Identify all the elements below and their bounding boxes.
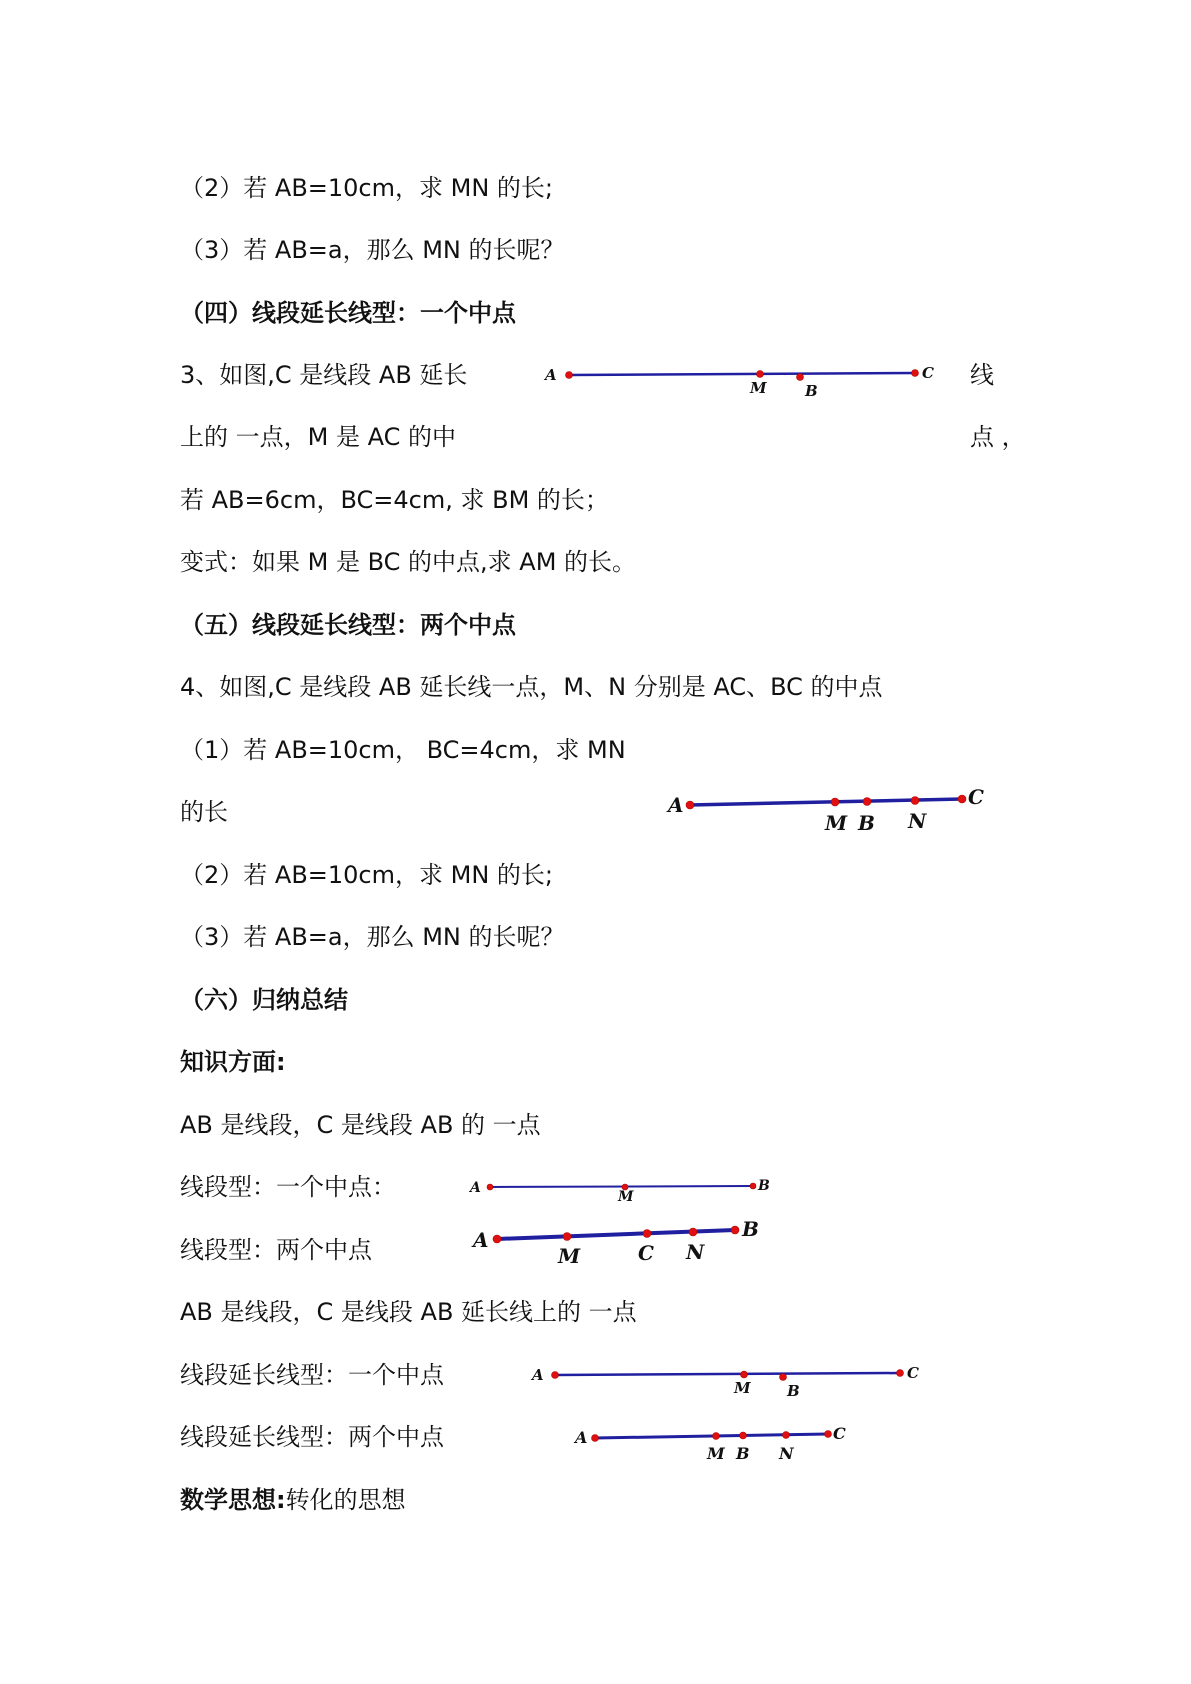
problem-3-line-1: 3、如图,C 是线段 AB 延长 [180,361,468,389]
label-m: M [558,1244,581,1268]
label-n: N [779,1444,794,1463]
problem-3-line-2: 上的 一点，M 是 AC 的中 [180,423,456,451]
knowledge-heading: 知识方面: [180,1048,286,1076]
label-c: C [968,785,984,809]
point-b [780,1374,787,1381]
figure-summary-1 [465,1175,785,1205]
point-c [912,370,919,377]
point-a [487,1184,493,1190]
point-b [731,1226,739,1234]
label-n: N [686,1240,705,1264]
problem-4-question-1-cont: 的长 [180,798,228,826]
point-m [831,798,839,806]
point-n [783,1432,790,1439]
label-n: N [908,809,927,833]
problem-4-question-2: （2）若 AB=10cm，求 MN 的长; [180,861,554,889]
point-m [741,1371,748,1378]
label-a: A [545,366,557,384]
label-m: M [618,1189,634,1205]
problem-3-variant: 变式：如果 M 是 BC 的中点,求 AM 的长。 [180,548,637,576]
point-m [757,371,764,378]
problem-4-question-1: （1）若 AB=10cm， BC=4cm，求 MN [180,736,626,764]
point-n [689,1228,697,1236]
segment-ac [690,799,962,805]
label-m: M [734,1379,751,1397]
knowledge-segment-one-midpoint: 线段型：一个中点： [180,1173,396,1201]
knowledge-line-1: AB 是线段，C 是线段 AB 的 一点 [180,1111,541,1139]
point-a [552,1372,559,1379]
problem-4-question-3: （3）若 AB=a，那么 MN 的长呢？ [180,923,565,951]
label-b: B [736,1444,750,1463]
label-a: A [668,793,684,817]
label-a: A [470,1180,481,1196]
section-5-heading: （五）线段延长线型：两个中点 [180,611,516,639]
label-m: M [750,379,767,397]
knowledge-line-2: AB 是线段，C 是线段 AB 延长线上的 一点 [180,1298,637,1326]
point-a [566,372,573,379]
problem-3-line-2-end: 点 ， [970,423,1026,451]
label-c: C [638,1241,654,1265]
label-b: B [805,382,818,400]
point-c [825,1431,832,1438]
label-c: C [907,1364,919,1382]
label-c: C [922,364,934,382]
label-b: B [858,811,875,835]
point-a [493,1235,501,1243]
point-n [911,797,919,805]
math-thought-line [180,1484,406,1516]
segment-ab [497,1230,735,1239]
figure-summary-4 [570,1422,860,1467]
section-4-heading: （四）线段延长线型：一个中点 [180,299,516,327]
question-3-prev: （3）若 AB=a，那么 MN 的长呢？ [180,236,565,264]
point-b [750,1183,756,1189]
point-c [643,1230,651,1238]
math-thought-label: 数学思想: [180,1486,286,1514]
knowledge-extension-one-midpoint: 线段延长线型：一个中点 [180,1361,444,1389]
figure-problem-4 [665,785,995,840]
figure-summary-3 [525,1362,925,1402]
label-b: B [758,1178,770,1194]
problem-3-line-1-end: 线 [970,361,994,389]
label-a: A [532,1366,544,1384]
point-m [713,1433,720,1440]
problem-4-statement: 4、如图,C 是线段 AB 延长线一点，M、N 分别是 AC、BC 的中点 [180,673,883,701]
knowledge-segment-two-midpoints: 线段型：两个中点 [180,1236,372,1264]
label-m: M [707,1444,725,1463]
section-6-heading: （六）归纳总结 [180,986,348,1014]
knowledge-extension-two-midpoints: 线段延长线型：两个中点 [180,1423,444,1451]
label-b: B [742,1217,759,1241]
point-b [740,1432,747,1439]
question-2-prev: （2）若 AB=10cm，求 MN 的长; [180,174,554,202]
label-a: A [473,1228,489,1252]
figure-summary-2 [465,1215,785,1270]
point-b [863,798,871,806]
label-b: B [787,1382,800,1400]
point-c [958,795,966,803]
point-a [686,801,694,809]
segment-ac [595,1434,828,1438]
segment-ab [490,1186,753,1187]
point-a [592,1435,599,1442]
label-c: C [833,1424,846,1443]
math-thought-text: 转化的思想 [285,1486,406,1514]
point-m [563,1233,571,1241]
problem-3-line-3: 若 AB=6cm，BC=4cm, 求 BM 的长； [180,486,609,514]
label-a: A [575,1428,588,1447]
figure-problem-3 [540,360,940,405]
point-c [897,1370,904,1377]
segment-ac [555,1373,900,1375]
point-b [797,374,804,381]
label-m: M [825,811,848,835]
segment-ac [569,373,915,375]
